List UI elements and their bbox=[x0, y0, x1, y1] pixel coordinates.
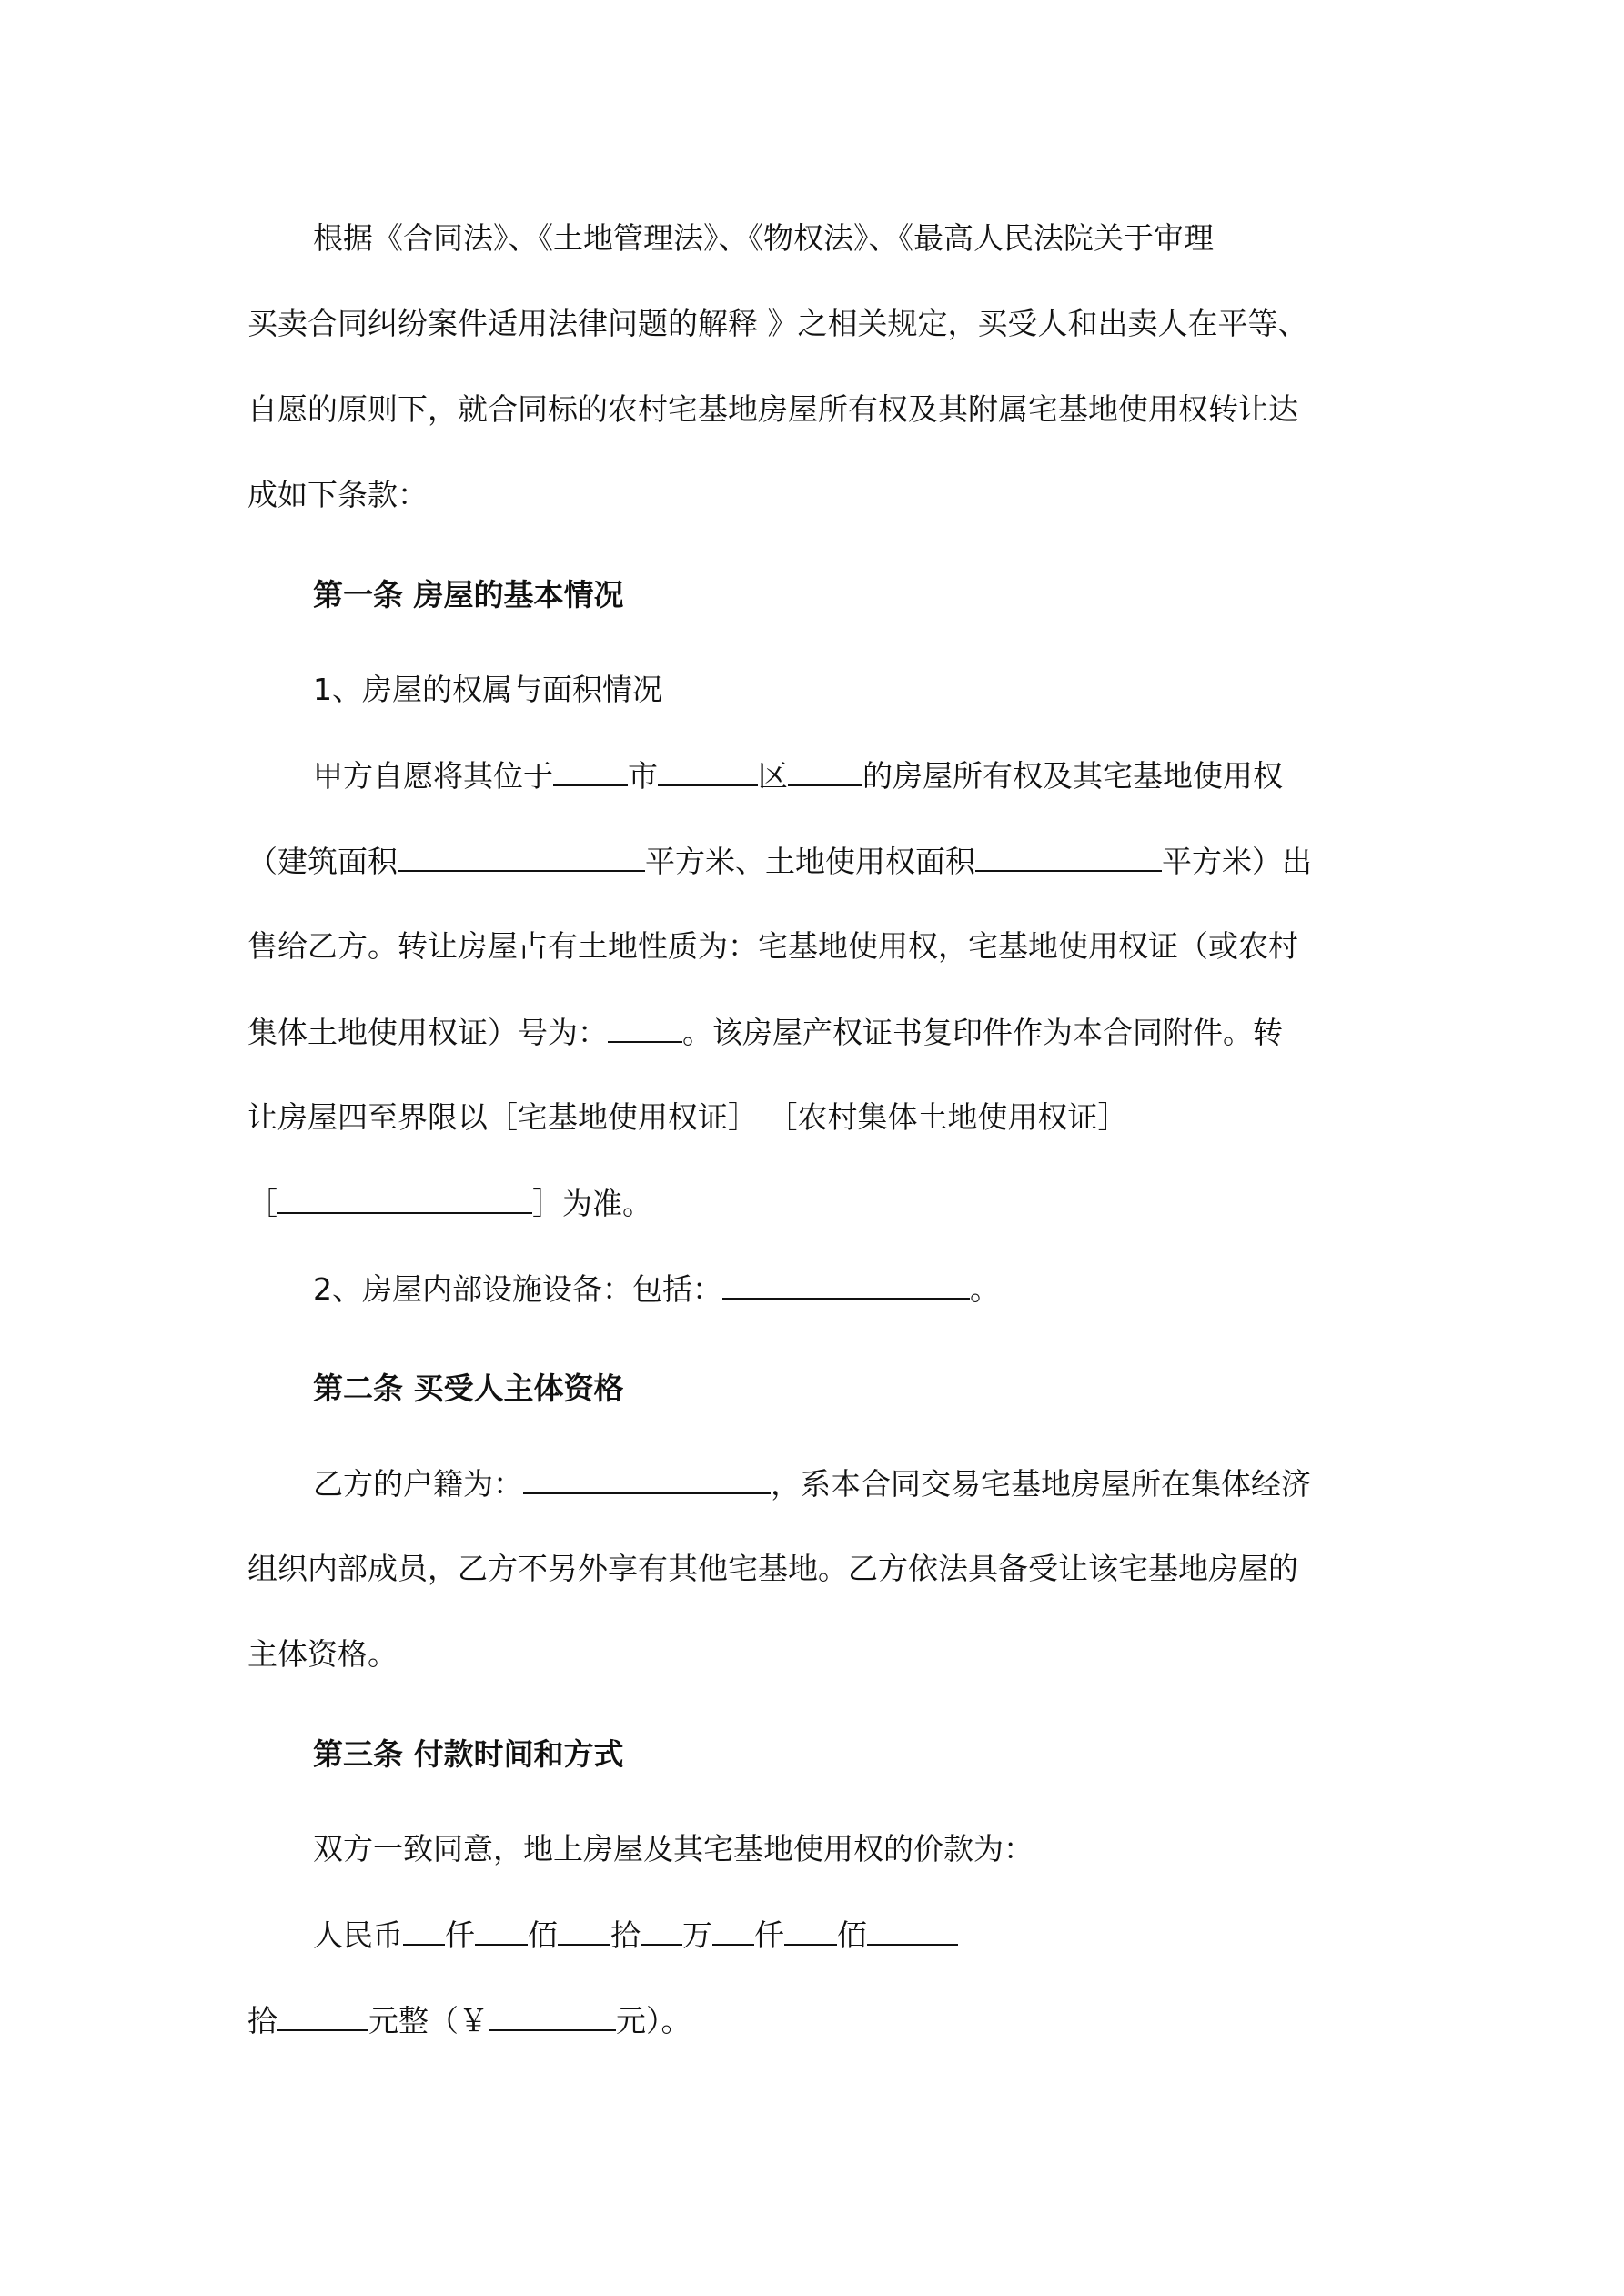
text: ，系本合同交易宅基地房屋所在集体经济 bbox=[771, 1466, 1311, 1502]
amount-blank[interactable] bbox=[558, 1917, 610, 1946]
building-area-blank[interactable] bbox=[398, 843, 645, 872]
article-1-line-2 bbox=[247, 843, 1394, 880]
intro-line-3: 自愿的原则下，就合同标的农村宅基地房屋所有权及其附属宅基地使用权转让达 bbox=[247, 391, 1298, 427]
text: 元）。 bbox=[616, 2003, 691, 2038]
text: 平方米）出 bbox=[1162, 844, 1312, 879]
text: 平方米、土地使用权面积 bbox=[645, 844, 975, 879]
household-registration-blank[interactable] bbox=[523, 1465, 771, 1494]
text: 佰 bbox=[837, 1917, 867, 1953]
article-1-line-4 bbox=[247, 1014, 1394, 1051]
amount-blank[interactable] bbox=[403, 1917, 445, 1946]
amount-number-blank[interactable] bbox=[489, 2002, 616, 2031]
district-blank[interactable] bbox=[658, 757, 758, 786]
article-2-line-3: 主体资格。 bbox=[247, 1636, 398, 1672]
article-2-line-1 bbox=[313, 1465, 1459, 1502]
text: 仟 bbox=[445, 1917, 475, 1953]
text: 拾 bbox=[610, 1917, 641, 1953]
text: （建筑面积 bbox=[247, 844, 398, 879]
facilities-blank[interactable] bbox=[722, 1270, 970, 1300]
amount-blank[interactable] bbox=[277, 2002, 368, 2031]
amount-blank[interactable] bbox=[784, 1917, 837, 1946]
intro-line-1: 根据《合同法》、《土地管理法》、《物权法》、《最高人民法院关于审理 bbox=[313, 220, 1214, 256]
text: 的房屋所有权及其宅基地使用权 bbox=[862, 758, 1283, 794]
intro-line-4: 成如下条款： bbox=[247, 477, 428, 512]
amount-blank[interactable] bbox=[475, 1917, 528, 1946]
city-blank[interactable] bbox=[553, 757, 628, 786]
text: 佰 bbox=[528, 1917, 558, 1953]
amount-blank[interactable] bbox=[867, 1917, 958, 1946]
text: 2、房屋内部设施设备：包括： bbox=[313, 1271, 722, 1307]
text: 万 bbox=[682, 1917, 712, 1953]
text: 甲方自愿将其位于 bbox=[313, 758, 553, 794]
intro-line-2: 买卖合同纠纷案件适用法律问题的解释 》之相关规定，买受人和出卖人在平等、 bbox=[247, 306, 1308, 341]
location-blank[interactable] bbox=[788, 757, 862, 786]
text: 人民币 bbox=[313, 1917, 403, 1953]
certificate-number-blank[interactable] bbox=[608, 1014, 682, 1043]
land-area-blank[interactable] bbox=[975, 843, 1162, 872]
article-1-item-1-title: 1、房屋的权属与面积情况 bbox=[313, 672, 662, 707]
article-1-heading: 第一条 房屋的基本情况 bbox=[313, 577, 624, 612]
text: 。 bbox=[970, 1271, 1000, 1307]
article-3-line-3 bbox=[247, 2002, 1394, 2039]
text: 乙方的户籍为： bbox=[313, 1466, 523, 1502]
text: 市 bbox=[628, 758, 658, 794]
text: 仟 bbox=[754, 1917, 784, 1953]
text: 元整（￥ bbox=[368, 2003, 489, 2038]
amount-blank[interactable] bbox=[712, 1917, 754, 1946]
text: 拾 bbox=[247, 2003, 277, 2038]
text: 集体土地使用权证）号为： bbox=[247, 1015, 608, 1050]
article-1-item-2 bbox=[313, 1270, 1459, 1308]
text: 区 bbox=[758, 758, 788, 794]
article-3-line-2 bbox=[313, 1917, 1459, 1954]
amount-blank[interactable] bbox=[641, 1917, 682, 1946]
article-3-heading: 第三条 付款时间和方式 bbox=[313, 1736, 624, 1772]
article-1-line-5: 让房屋四至界限以［宅基地使用权证］ ［农村集体土地使用权证］ bbox=[247, 1099, 1128, 1135]
article-2-line-2: 组织内部成员，乙方不另外享有其他宅基地。乙方依法具备受让该宅基地房屋的 bbox=[247, 1551, 1298, 1586]
article-1-line-1 bbox=[313, 757, 1459, 794]
article-1-line-6 bbox=[247, 1185, 1394, 1222]
article-2-heading: 第二条 买受人主体资格 bbox=[313, 1371, 624, 1406]
text: ［ bbox=[247, 1186, 277, 1221]
article-1-line-3: 售给乙方。转让房屋占有土地性质为：宅基地使用权，宅基地使用权证（或农村 bbox=[247, 928, 1298, 964]
article-3-line-1: 双方一致同意，地上房屋及其宅基地使用权的价款为： bbox=[313, 1831, 1034, 1866]
text: 。该房屋产权证书复印件作为本合同附件。转 bbox=[682, 1015, 1283, 1050]
text: ］为准。 bbox=[532, 1186, 652, 1221]
boundary-other-blank[interactable] bbox=[277, 1185, 532, 1214]
